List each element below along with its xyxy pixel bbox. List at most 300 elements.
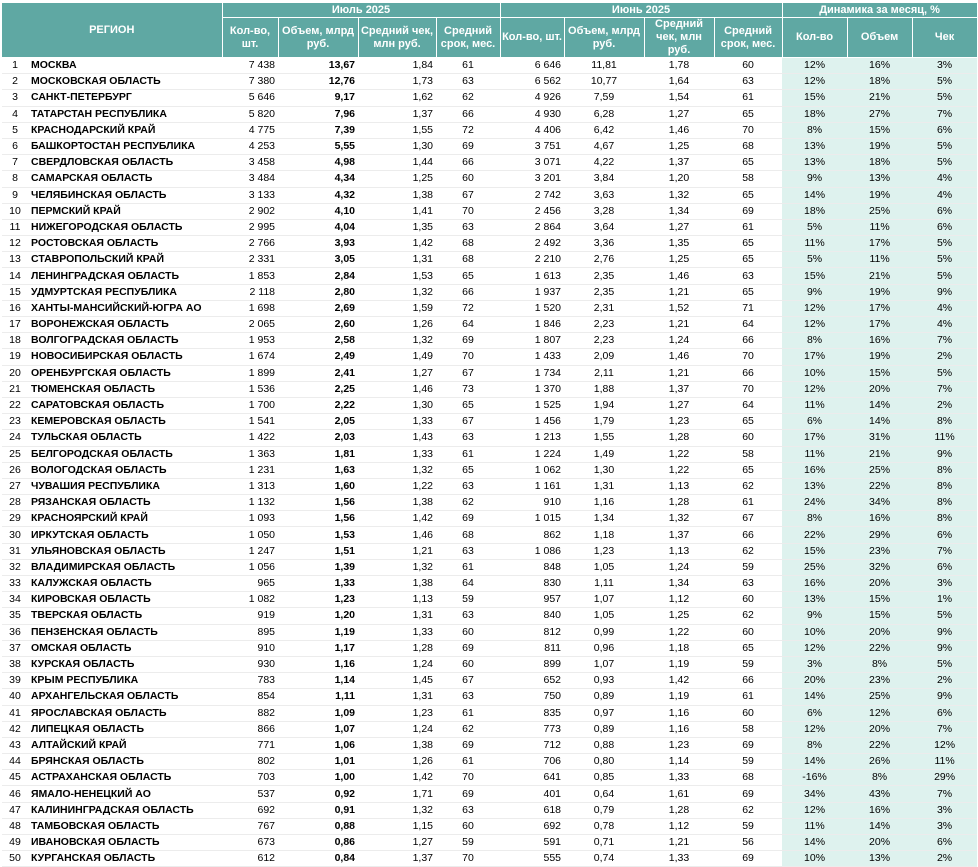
dyn-volume: 15% bbox=[847, 592, 912, 608]
jun-avg-term: 69 bbox=[714, 737, 782, 753]
jun-avg-check: 1,19 bbox=[644, 689, 714, 705]
rank-cell: 23 bbox=[2, 414, 28, 430]
region-name: ИВАНОВСКАЯ ОБЛАСТЬ bbox=[28, 835, 222, 851]
jul-avg-check: 1,33 bbox=[358, 446, 436, 462]
jun-avg-term: 67 bbox=[714, 511, 782, 527]
dyn-count: 24% bbox=[782, 495, 847, 511]
dyn-check: 3% bbox=[912, 576, 977, 592]
rank-cell: 12 bbox=[2, 236, 28, 252]
jul-avg-check: 1,22 bbox=[358, 478, 436, 494]
jun-avg-term: 58 bbox=[714, 446, 782, 462]
jul-volume: 1,81 bbox=[278, 446, 358, 462]
table-row bbox=[2, 106, 977, 122]
jul-avg-term: 64 bbox=[436, 317, 500, 333]
jun-volume: 2,11 bbox=[564, 365, 644, 381]
table-row bbox=[2, 462, 977, 478]
table-row bbox=[2, 705, 977, 721]
rank-cell: 45 bbox=[2, 770, 28, 786]
jun-avg-check: 1,46 bbox=[644, 268, 714, 284]
dyn-check: 6% bbox=[912, 219, 977, 235]
dyn-volume: 13% bbox=[847, 851, 912, 867]
jun-count: 899 bbox=[500, 656, 564, 672]
region-name: АРХАНГЕЛЬСКАЯ ОБЛАСТЬ bbox=[28, 689, 222, 705]
dyn-volume: 32% bbox=[847, 559, 912, 575]
jul-count: 895 bbox=[222, 624, 278, 640]
jul-avg-term: 60 bbox=[436, 624, 500, 640]
dyn-check: 7% bbox=[912, 106, 977, 122]
jun-volume: 6,42 bbox=[564, 122, 644, 138]
jul-count: 1 313 bbox=[222, 478, 278, 494]
dyn-count: 11% bbox=[782, 236, 847, 252]
jun-count: 712 bbox=[500, 737, 564, 753]
dyn-count: 15% bbox=[782, 268, 847, 284]
dyn-check: 7% bbox=[912, 333, 977, 349]
dyn-check: 12% bbox=[912, 737, 977, 753]
table-row bbox=[2, 543, 977, 559]
region-name: ИРКУТСКАЯ ОБЛАСТЬ bbox=[28, 527, 222, 543]
jun-avg-check: 1,78 bbox=[644, 58, 714, 74]
jun-count: 3 751 bbox=[500, 138, 564, 154]
region-name: БАШКОРТОСТАН РЕСПУБЛИКА bbox=[28, 138, 222, 154]
group-header-june: Июнь 2025 bbox=[500, 3, 782, 18]
jul-avg-check: 1,37 bbox=[358, 106, 436, 122]
jun-count: 862 bbox=[500, 527, 564, 543]
jul-avg-term: 69 bbox=[436, 333, 500, 349]
june-col-header: Объем, млрд руб. bbox=[564, 18, 644, 58]
jun-volume: 1,07 bbox=[564, 656, 644, 672]
jul-avg-term: 63 bbox=[436, 430, 500, 446]
jul-volume: 12,76 bbox=[278, 74, 358, 90]
region-name: БЕЛГОРОДСКАЯ ОБЛАСТЬ bbox=[28, 446, 222, 462]
rank-cell: 39 bbox=[2, 673, 28, 689]
jul-count: 1 541 bbox=[222, 414, 278, 430]
rank-cell: 21 bbox=[2, 381, 28, 397]
jun-avg-check: 1,22 bbox=[644, 624, 714, 640]
rank-cell: 3 bbox=[2, 90, 28, 106]
jul-volume: 1,06 bbox=[278, 737, 358, 753]
dyn-check: 8% bbox=[912, 511, 977, 527]
jul-volume: 2,22 bbox=[278, 397, 358, 413]
rank-cell: 10 bbox=[2, 203, 28, 219]
jun-volume: 0,99 bbox=[564, 624, 644, 640]
dyn-count: 16% bbox=[782, 462, 847, 478]
jul-avg-check: 1,46 bbox=[358, 381, 436, 397]
jun-avg-check: 1,52 bbox=[644, 300, 714, 316]
dyn-volume: 26% bbox=[847, 754, 912, 770]
rank-cell: 24 bbox=[2, 430, 28, 446]
jul-volume: 2,25 bbox=[278, 381, 358, 397]
jul-count: 3 133 bbox=[222, 187, 278, 203]
dyn-volume: 8% bbox=[847, 656, 912, 672]
dyn-volume: 14% bbox=[847, 414, 912, 430]
jun-avg-check: 1,37 bbox=[644, 381, 714, 397]
dyn-volume: 23% bbox=[847, 673, 912, 689]
dyn-volume: 14% bbox=[847, 397, 912, 413]
jun-avg-term: 64 bbox=[714, 317, 782, 333]
dyn-volume: 21% bbox=[847, 268, 912, 284]
dyn-count: 14% bbox=[782, 835, 847, 851]
region-name: АСТРАХАНСКАЯ ОБЛАСТЬ bbox=[28, 770, 222, 786]
dyn-count: 3% bbox=[782, 656, 847, 672]
jun-count: 2 742 bbox=[500, 187, 564, 203]
jul-volume: 9,17 bbox=[278, 90, 358, 106]
jun-avg-check: 1,12 bbox=[644, 592, 714, 608]
dyn-check: 6% bbox=[912, 203, 977, 219]
jul-count: 1 050 bbox=[222, 527, 278, 543]
table-row bbox=[2, 576, 977, 592]
jul-count: 1 363 bbox=[222, 446, 278, 462]
jun-volume: 0,88 bbox=[564, 737, 644, 753]
jun-volume: 1,16 bbox=[564, 495, 644, 511]
jun-avg-check: 1,22 bbox=[644, 446, 714, 462]
dyn-volume: 15% bbox=[847, 122, 912, 138]
dyn-count: 14% bbox=[782, 754, 847, 770]
jul-count: 692 bbox=[222, 802, 278, 818]
jul-avg-check: 1,30 bbox=[358, 397, 436, 413]
region-name: ХАНТЫ-МАНСИЙСКИЙ-ЮГРА АО bbox=[28, 300, 222, 316]
jun-avg-check: 1,64 bbox=[644, 74, 714, 90]
jul-count: 703 bbox=[222, 770, 278, 786]
table-row bbox=[2, 640, 977, 656]
jun-count: 6 646 bbox=[500, 58, 564, 74]
dyn-check: 8% bbox=[912, 462, 977, 478]
jun-avg-term: 62 bbox=[714, 543, 782, 559]
jul-avg-check: 1,38 bbox=[358, 576, 436, 592]
region-name: САРАТОВСКАЯ ОБЛАСТЬ bbox=[28, 397, 222, 413]
table-row bbox=[2, 268, 977, 284]
jul-avg-check: 1,42 bbox=[358, 770, 436, 786]
dyn-check: 5% bbox=[912, 155, 977, 171]
jul-avg-check: 1,41 bbox=[358, 203, 436, 219]
jul-avg-check: 1,71 bbox=[358, 786, 436, 802]
table-row bbox=[2, 721, 977, 737]
jul-count: 2 902 bbox=[222, 203, 278, 219]
jun-avg-term: 68 bbox=[714, 770, 782, 786]
jul-volume: 1,60 bbox=[278, 478, 358, 494]
dyn-volume: 22% bbox=[847, 478, 912, 494]
jul-avg-term: 60 bbox=[436, 818, 500, 834]
dyn-count: 5% bbox=[782, 219, 847, 235]
rank-cell: 48 bbox=[2, 818, 28, 834]
dyn-volume: 16% bbox=[847, 802, 912, 818]
jul-volume: 4,10 bbox=[278, 203, 358, 219]
jul-volume: 1,63 bbox=[278, 462, 358, 478]
july-col-header: Средний чек, млн руб. bbox=[358, 18, 436, 58]
region-name: КЕМЕРОВСКАЯ ОБЛАСТЬ bbox=[28, 414, 222, 430]
jun-volume: 0,93 bbox=[564, 673, 644, 689]
rank-cell: 18 bbox=[2, 333, 28, 349]
jul-avg-term: 63 bbox=[436, 608, 500, 624]
jun-avg-check: 1,46 bbox=[644, 349, 714, 365]
jun-volume: 1,94 bbox=[564, 397, 644, 413]
rank-cell: 6 bbox=[2, 138, 28, 154]
jun-count: 3 201 bbox=[500, 171, 564, 187]
rank-cell: 11 bbox=[2, 219, 28, 235]
jul-count: 919 bbox=[222, 608, 278, 624]
rank-cell: 43 bbox=[2, 737, 28, 753]
jun-avg-term: 60 bbox=[714, 430, 782, 446]
jul-avg-check: 1,32 bbox=[358, 333, 436, 349]
dyn-check: 5% bbox=[912, 268, 977, 284]
jul-avg-term: 61 bbox=[436, 705, 500, 721]
region-name: ТВЕРСКАЯ ОБЛАСТЬ bbox=[28, 608, 222, 624]
jun-avg-term: 59 bbox=[714, 656, 782, 672]
jul-count: 767 bbox=[222, 818, 278, 834]
region-name: ПЕРМСКИЙ КРАЙ bbox=[28, 203, 222, 219]
jun-avg-check: 1,13 bbox=[644, 543, 714, 559]
jun-count: 4 926 bbox=[500, 90, 564, 106]
jul-volume: 1,39 bbox=[278, 559, 358, 575]
dyn-count: 11% bbox=[782, 818, 847, 834]
region-name: ЯМАЛО-НЕНЕЦКИЙ АО bbox=[28, 786, 222, 802]
table-row bbox=[2, 818, 977, 834]
jun-avg-check: 1,21 bbox=[644, 284, 714, 300]
table-row bbox=[2, 673, 977, 689]
table-row bbox=[2, 90, 977, 106]
jun-avg-check: 1,54 bbox=[644, 90, 714, 106]
dyn-volume: 25% bbox=[847, 462, 912, 478]
jul-avg-check: 1,31 bbox=[358, 608, 436, 624]
dyn-check: 1% bbox=[912, 592, 977, 608]
jun-avg-check: 1,33 bbox=[644, 851, 714, 867]
rank-cell: 26 bbox=[2, 462, 28, 478]
dynamics-col-header: Объем bbox=[847, 18, 912, 58]
jul-volume: 1,01 bbox=[278, 754, 358, 770]
table-row bbox=[2, 365, 977, 381]
dyn-check: 8% bbox=[912, 478, 977, 494]
rank-cell: 30 bbox=[2, 527, 28, 543]
table-row bbox=[2, 802, 977, 818]
dyn-check: 6% bbox=[912, 527, 977, 543]
region-name: КАЛУЖСКАЯ ОБЛАСТЬ bbox=[28, 576, 222, 592]
jun-avg-term: 65 bbox=[714, 414, 782, 430]
dyn-check: 5% bbox=[912, 236, 977, 252]
dyn-check: 2% bbox=[912, 397, 977, 413]
rank-cell: 22 bbox=[2, 397, 28, 413]
region-name: ЧУВАШИЯ РЕСПУБЛИКА bbox=[28, 478, 222, 494]
dyn-count: 10% bbox=[782, 365, 847, 381]
region-name: САМАРСКАЯ ОБЛАСТЬ bbox=[28, 171, 222, 187]
dyn-volume: 16% bbox=[847, 333, 912, 349]
jun-avg-term: 59 bbox=[714, 754, 782, 770]
rank-cell: 37 bbox=[2, 640, 28, 656]
jul-volume: 5,55 bbox=[278, 138, 358, 154]
jul-avg-term: 69 bbox=[436, 138, 500, 154]
jun-volume: 0,64 bbox=[564, 786, 644, 802]
table-row bbox=[2, 495, 977, 511]
jun-avg-term: 66 bbox=[714, 333, 782, 349]
dyn-count: 14% bbox=[782, 187, 847, 203]
dyn-volume: 13% bbox=[847, 171, 912, 187]
jun-count: 6 562 bbox=[500, 74, 564, 90]
jun-count: 652 bbox=[500, 673, 564, 689]
dyn-volume: 11% bbox=[847, 219, 912, 235]
jun-volume: 1,07 bbox=[564, 592, 644, 608]
jun-volume: 3,64 bbox=[564, 219, 644, 235]
jul-volume: 1,23 bbox=[278, 592, 358, 608]
jun-count: 641 bbox=[500, 770, 564, 786]
dyn-volume: 18% bbox=[847, 74, 912, 90]
jul-volume: 2,41 bbox=[278, 365, 358, 381]
dyn-count: 22% bbox=[782, 527, 847, 543]
jun-avg-term: 58 bbox=[714, 171, 782, 187]
jun-count: 2 492 bbox=[500, 236, 564, 252]
region-name: САНКТ-ПЕТЕРБУРГ bbox=[28, 90, 222, 106]
dyn-volume: 15% bbox=[847, 608, 912, 624]
jul-volume: 4,34 bbox=[278, 171, 358, 187]
rank-cell: 13 bbox=[2, 252, 28, 268]
jun-avg-term: 59 bbox=[714, 818, 782, 834]
region-name: ТУЛЬСКАЯ ОБЛАСТЬ bbox=[28, 430, 222, 446]
jun-avg-term: 65 bbox=[714, 462, 782, 478]
jun-count: 910 bbox=[500, 495, 564, 511]
dyn-count: 17% bbox=[782, 349, 847, 365]
dyn-volume: 19% bbox=[847, 138, 912, 154]
region-name: ВОРОНЕЖСКАЯ ОБЛАСТЬ bbox=[28, 317, 222, 333]
july-col-header: Средний срок, мес. bbox=[436, 18, 500, 58]
jun-avg-check: 1,32 bbox=[644, 511, 714, 527]
rank-cell: 20 bbox=[2, 365, 28, 381]
jun-volume: 0,89 bbox=[564, 721, 644, 737]
jun-volume: 1,18 bbox=[564, 527, 644, 543]
jul-avg-term: 64 bbox=[436, 576, 500, 592]
jun-avg-check: 1,21 bbox=[644, 835, 714, 851]
dyn-count: 13% bbox=[782, 592, 847, 608]
jul-volume: 1,33 bbox=[278, 576, 358, 592]
jun-volume: 2,76 bbox=[564, 252, 644, 268]
dyn-count: 18% bbox=[782, 203, 847, 219]
jul-avg-check: 1,38 bbox=[358, 187, 436, 203]
rank-cell: 1 bbox=[2, 58, 28, 74]
dyn-check: 6% bbox=[912, 705, 977, 721]
jun-avg-check: 1,27 bbox=[644, 397, 714, 413]
jul-avg-term: 59 bbox=[436, 835, 500, 851]
jul-avg-term: 63 bbox=[436, 478, 500, 494]
jun-volume: 6,28 bbox=[564, 106, 644, 122]
jul-avg-check: 1,32 bbox=[358, 462, 436, 478]
dyn-count: 9% bbox=[782, 171, 847, 187]
dyn-count: 12% bbox=[782, 300, 847, 316]
dyn-count: 11% bbox=[782, 446, 847, 462]
jul-count: 2 118 bbox=[222, 284, 278, 300]
dyn-volume: 20% bbox=[847, 624, 912, 640]
jun-avg-check: 1,21 bbox=[644, 317, 714, 333]
jun-avg-term: 68 bbox=[714, 138, 782, 154]
dyn-count: 8% bbox=[782, 122, 847, 138]
region-header: РЕГИОН bbox=[2, 3, 222, 58]
jun-volume: 1,05 bbox=[564, 608, 644, 624]
dyn-volume: 20% bbox=[847, 835, 912, 851]
jun-avg-term: 62 bbox=[714, 802, 782, 818]
dyn-check: 9% bbox=[912, 640, 977, 656]
jul-count: 1 953 bbox=[222, 333, 278, 349]
jun-volume: 2,31 bbox=[564, 300, 644, 316]
jun-avg-term: 66 bbox=[714, 673, 782, 689]
jul-avg-term: 72 bbox=[436, 122, 500, 138]
jul-avg-check: 1,32 bbox=[358, 284, 436, 300]
jul-avg-check: 1,37 bbox=[358, 851, 436, 867]
dyn-check: 5% bbox=[912, 252, 977, 268]
jun-count: 1 807 bbox=[500, 333, 564, 349]
table-row bbox=[2, 754, 977, 770]
jul-volume: 1,56 bbox=[278, 495, 358, 511]
jul-count: 612 bbox=[222, 851, 278, 867]
jun-avg-check: 1,24 bbox=[644, 333, 714, 349]
jul-count: 783 bbox=[222, 673, 278, 689]
table-row bbox=[2, 317, 977, 333]
jun-avg-check: 1,28 bbox=[644, 430, 714, 446]
dyn-count: 16% bbox=[782, 576, 847, 592]
dyn-check: 11% bbox=[912, 754, 977, 770]
june-col-header: Кол-во, шт. bbox=[500, 18, 564, 58]
dyn-check: 9% bbox=[912, 689, 977, 705]
dyn-volume: 16% bbox=[847, 511, 912, 527]
dyn-check: 29% bbox=[912, 770, 977, 786]
jun-avg-term: 63 bbox=[714, 268, 782, 284]
region-name: СТАВРОПОЛЬСКИЙ КРАЙ bbox=[28, 252, 222, 268]
jul-avg-check: 1,33 bbox=[358, 624, 436, 640]
table-row bbox=[2, 608, 977, 624]
jun-volume: 2,09 bbox=[564, 349, 644, 365]
dyn-volume: 19% bbox=[847, 349, 912, 365]
dyn-volume: 19% bbox=[847, 187, 912, 203]
jun-avg-term: 60 bbox=[714, 624, 782, 640]
jun-count: 692 bbox=[500, 818, 564, 834]
region-name: ТАМБОВСКАЯ ОБЛАСТЬ bbox=[28, 818, 222, 834]
jul-volume: 1,53 bbox=[278, 527, 358, 543]
jul-avg-check: 1,24 bbox=[358, 656, 436, 672]
dyn-count: 12% bbox=[782, 802, 847, 818]
jun-volume: 1,88 bbox=[564, 381, 644, 397]
group-header-dynamics: Динамика за месяц, % bbox=[782, 3, 977, 18]
jun-count: 750 bbox=[500, 689, 564, 705]
jun-count: 848 bbox=[500, 559, 564, 575]
jun-avg-check: 1,13 bbox=[644, 478, 714, 494]
jun-avg-check: 1,16 bbox=[644, 705, 714, 721]
jun-count: 1 015 bbox=[500, 511, 564, 527]
dyn-check: 4% bbox=[912, 187, 977, 203]
rank-cell: 2 bbox=[2, 74, 28, 90]
jun-count: 591 bbox=[500, 835, 564, 851]
jul-avg-term: 67 bbox=[436, 673, 500, 689]
dyn-check: 5% bbox=[912, 74, 977, 90]
jul-volume: 1,17 bbox=[278, 640, 358, 656]
table-row bbox=[2, 219, 977, 235]
table-row bbox=[2, 349, 977, 365]
jun-count: 1 062 bbox=[500, 462, 564, 478]
jun-avg-term: 70 bbox=[714, 349, 782, 365]
jun-avg-term: 58 bbox=[714, 721, 782, 737]
region-name: КАЛИНИНГРАДСКАЯ ОБЛАСТЬ bbox=[28, 802, 222, 818]
jun-avg-check: 1,35 bbox=[644, 236, 714, 252]
jun-avg-term: 65 bbox=[714, 252, 782, 268]
jul-volume: 1,16 bbox=[278, 656, 358, 672]
rank-cell: 36 bbox=[2, 624, 28, 640]
dyn-check: 6% bbox=[912, 835, 977, 851]
jul-volume: 3,05 bbox=[278, 252, 358, 268]
jul-count: 1 422 bbox=[222, 430, 278, 446]
dyn-volume: 14% bbox=[847, 818, 912, 834]
dyn-volume: 21% bbox=[847, 446, 912, 462]
jun-count: 555 bbox=[500, 851, 564, 867]
rank-cell: 25 bbox=[2, 446, 28, 462]
jul-count: 2 766 bbox=[222, 236, 278, 252]
jul-avg-check: 1,26 bbox=[358, 754, 436, 770]
table-row bbox=[2, 397, 977, 413]
jun-avg-check: 1,14 bbox=[644, 754, 714, 770]
dyn-count: 5% bbox=[782, 252, 847, 268]
rank-cell: 40 bbox=[2, 689, 28, 705]
